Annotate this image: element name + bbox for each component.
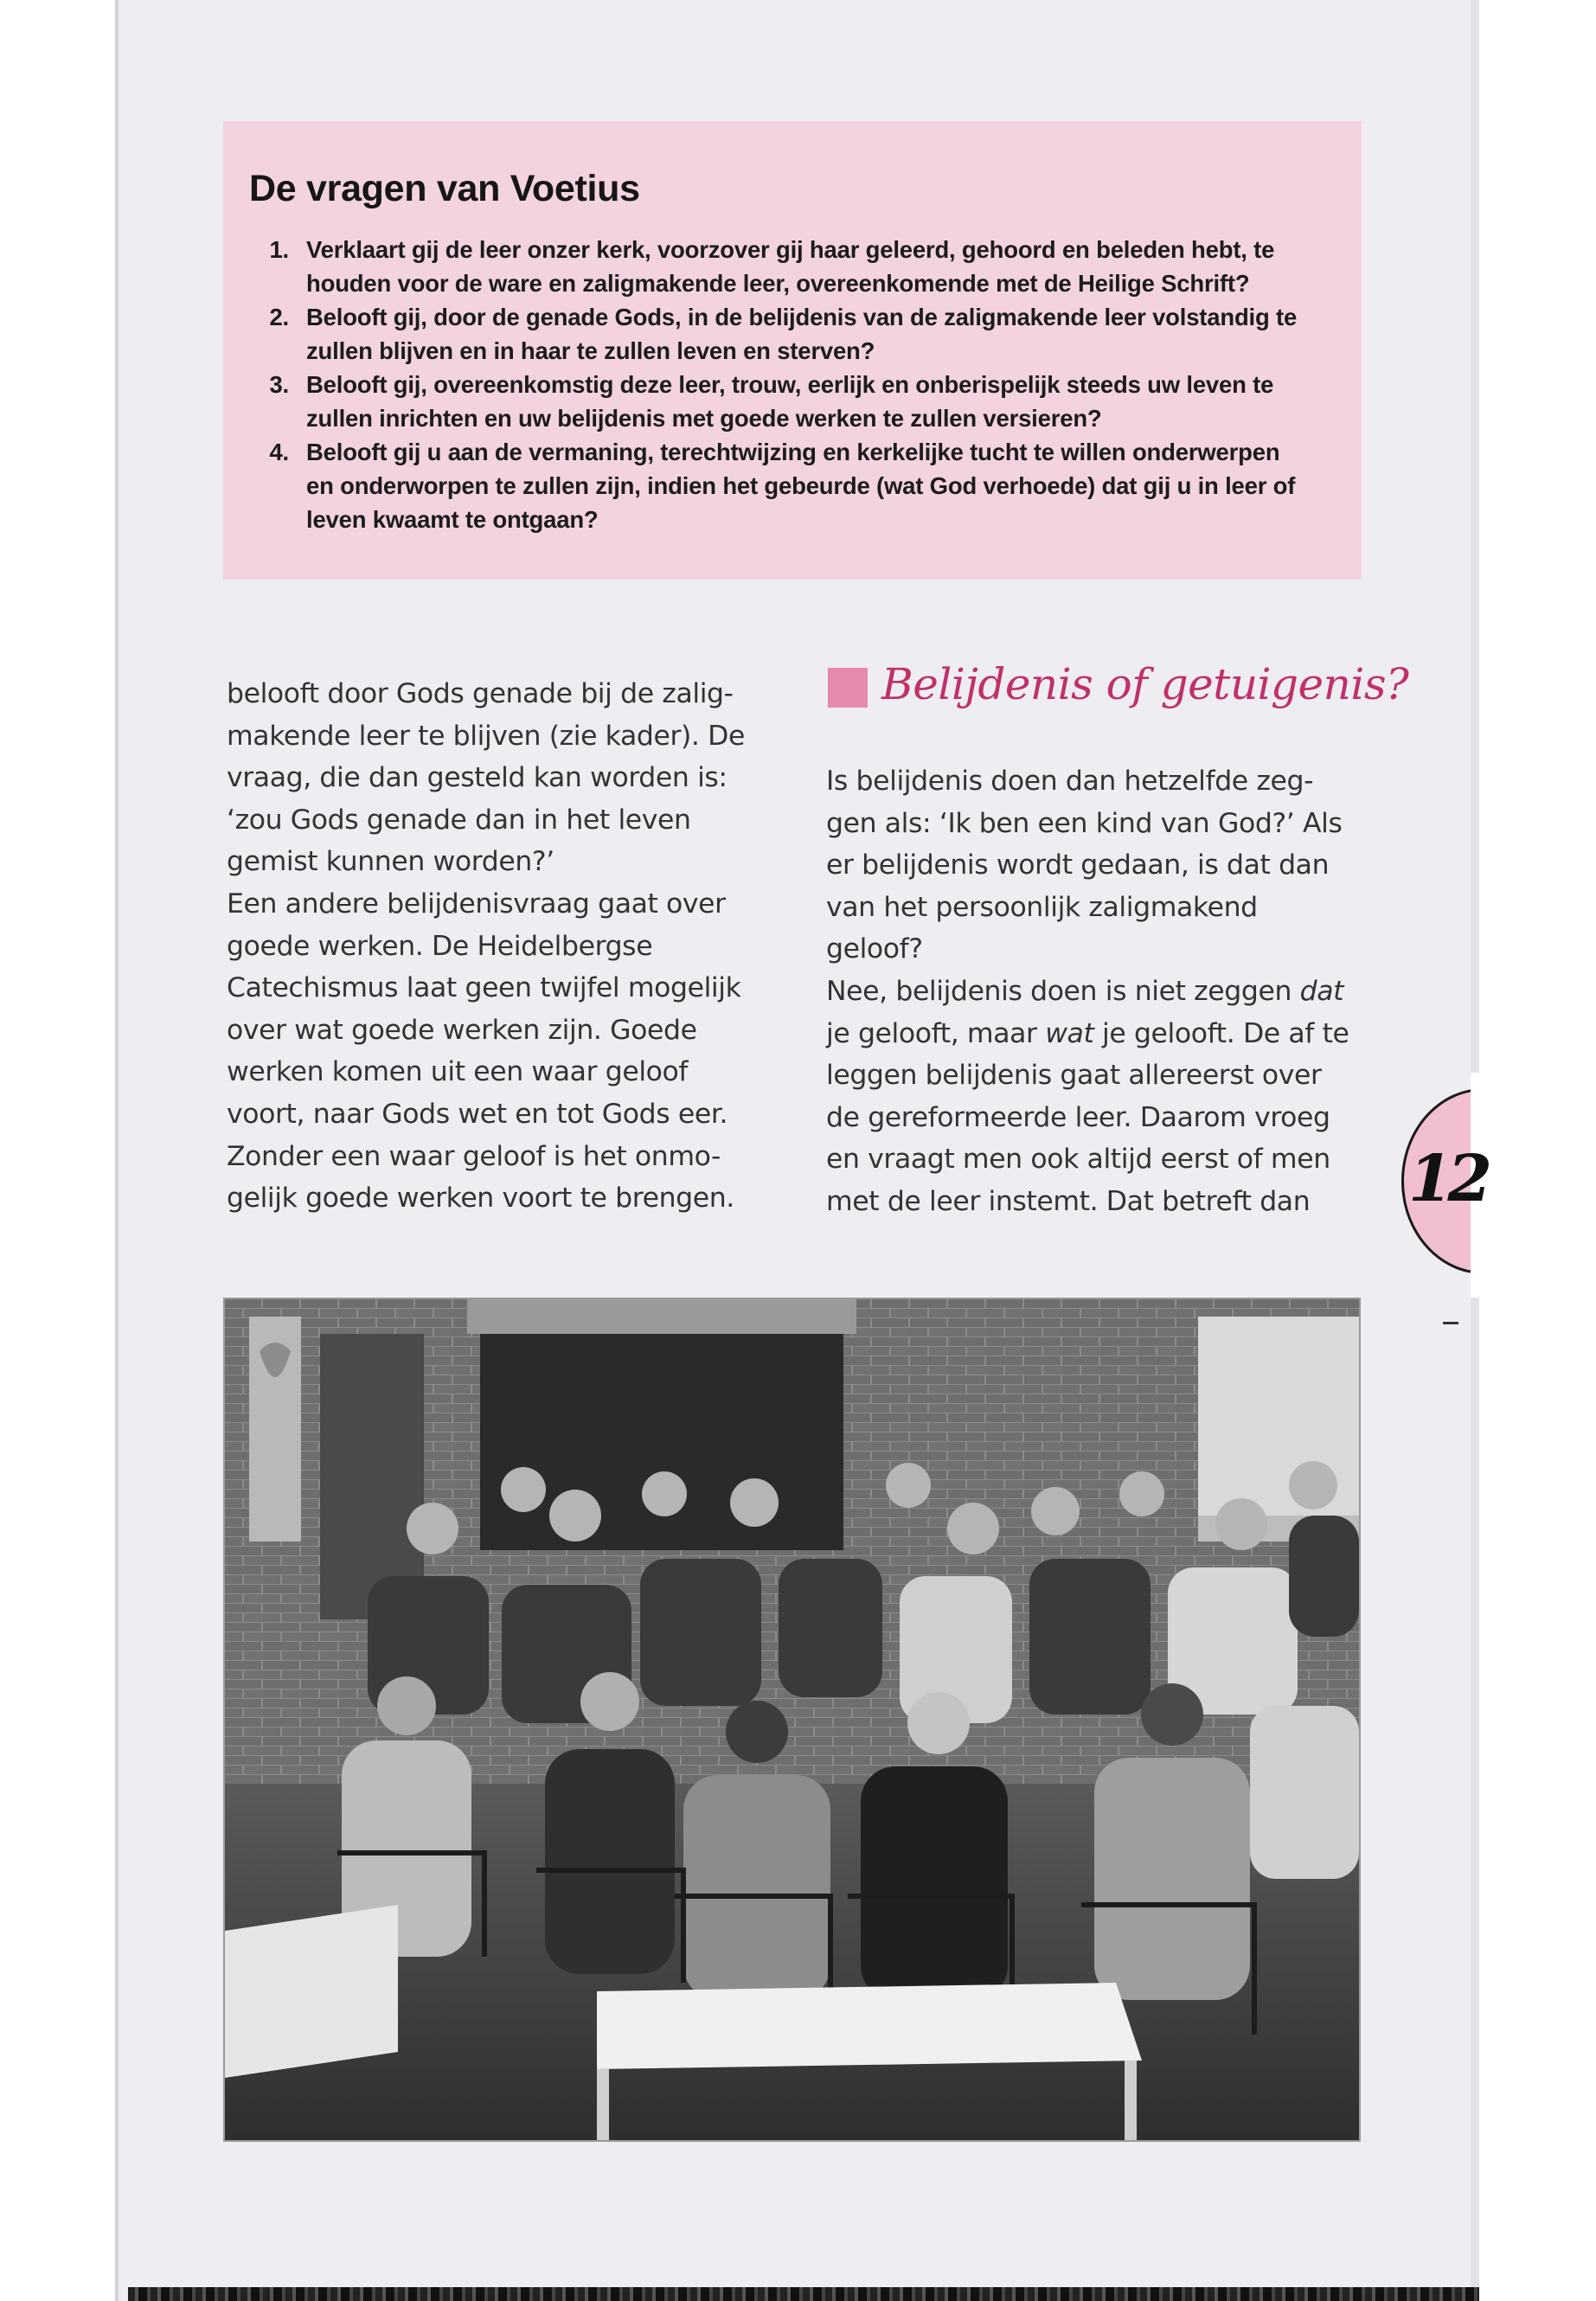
body-line: gemist kunnen worden?’ <box>227 846 554 878</box>
body-line: vraag, die dan gesteld kan worden is: <box>227 762 727 794</box>
bottom-scan-strip <box>128 2287 1479 2301</box>
body-text: je gelooft. De af te <box>1093 1017 1349 1049</box>
page-number: 12 <box>1408 1142 1487 1216</box>
classroom-photo-illustration <box>225 1299 1359 2140</box>
body-line: en vraagt men ook altijd eerst of men <box>826 1144 1330 1176</box>
body-line: werken komen uit een waar geloof <box>227 1056 689 1088</box>
emphasis-text: wat <box>1045 1017 1094 1049</box>
question-number: 1. <box>269 236 289 263</box>
body-line: Catechismus laat geen twijfel mogelijk <box>227 972 741 1004</box>
body-line: goede werken. De Heidelbergse <box>227 930 653 962</box>
section-heading-text: Belijdenis of getuigenis? <box>881 659 1409 709</box>
body-line: Een andere belijdenisvraag gaat over <box>227 888 726 920</box>
question-line: zullen blijven en in haar te zullen leven en sterven? <box>306 337 875 364</box>
question-line: en onderworpen te zullen zijn, indien het gebeurde (wat God verhoede) dat gij u in leer of <box>306 472 1296 499</box>
right-body-column <box>826 760 1380 1223</box>
section-heading <box>828 659 1433 727</box>
question-number: 3. <box>269 371 289 398</box>
body-line <box>826 1013 1380 1055</box>
question-line: Belooft gij u aan de vermaning, terechtwijzing en kerkelijke tucht te willen onderwerpen <box>306 439 1280 465</box>
question-item <box>249 300 1334 368</box>
body-line <box>826 971 1380 1013</box>
question-number: 4. <box>269 439 289 465</box>
body-line: de gereformeerde leer. Daarom vroeg <box>826 1101 1330 1133</box>
voetius-sidebar-box <box>223 121 1362 580</box>
question-item <box>249 233 1334 300</box>
body-line: van het persoonlijk zaligmakend <box>826 891 1258 923</box>
body-line: Is belijdenis doen dan hetzelfde zeg- <box>826 766 1314 797</box>
question-item <box>249 368 1334 435</box>
body-line: leggen belijdenis gaat allereerst over <box>826 1060 1322 1092</box>
body-line: er belijdenis wordt gedaan, is dat dan <box>826 849 1330 881</box>
question-line: Belooft gij, overeenkomstig deze leer, trouw, eerlijk en onberispelijk steeds uw leven te <box>306 371 1274 398</box>
body-line: gen als: ‘Ik ben een kind van God?’ Als <box>826 807 1343 839</box>
body-text: Nee, belijdenis doen is niet zeggen <box>826 975 1300 1007</box>
body-line: ‘zou Gods genade dan in het leven <box>227 804 691 836</box>
question-line: zullen inrichten en uw belijdenis met goede werken te zullen versieren? <box>306 405 1102 432</box>
classroom-photo <box>223 1298 1361 2142</box>
page-margin-cover <box>1471 1073 1596 1298</box>
body-line: geloof? <box>826 933 923 965</box>
heading-square-bullet <box>828 668 868 708</box>
body-line: over wat goede werken zijn. Goede <box>227 1014 697 1046</box>
emphasis-text: dat <box>1299 975 1344 1007</box>
body-line: Zonder een waar geloof is het onmo- <box>227 1140 721 1172</box>
question-list <box>249 233 1334 536</box>
page-left-edge <box>115 0 119 2301</box>
left-body-column <box>227 673 780 1220</box>
question-number: 2. <box>269 304 289 330</box>
sidebar-title: De vragen van Voetius <box>249 168 640 209</box>
body-line: gelijk goede werken voort te brengen. <box>227 1183 734 1215</box>
question-line: houden voor de ware en zaligmakende leer, overeenkomende met de Heilige Schrift? <box>306 270 1250 297</box>
body-line: met de leer instemt. Dat betreft dan <box>826 1185 1311 1217</box>
question-line: Verklaart gij de leer onzer kerk, voorzover gij haar geleerd, gehoord en beleden hebt, te <box>306 236 1275 263</box>
body-line: makende leer te blijven (zie kader). De <box>227 720 745 752</box>
body-line: voort, naar Gods wet en tot Gods eer. <box>227 1098 728 1130</box>
body-line: belooft door Gods genade bij de zalig- <box>227 678 734 709</box>
margin-tick-mark <box>1443 1322 1458 1324</box>
question-item <box>249 435 1334 536</box>
question-line: leven kwaamt te ontgaan? <box>306 506 599 533</box>
body-text: je gelooft, maar <box>826 1017 1046 1049</box>
question-line: Belooft gij, door de genade Gods, in de belijdenis van de zaligmakende leer volstandig te <box>306 304 1298 330</box>
